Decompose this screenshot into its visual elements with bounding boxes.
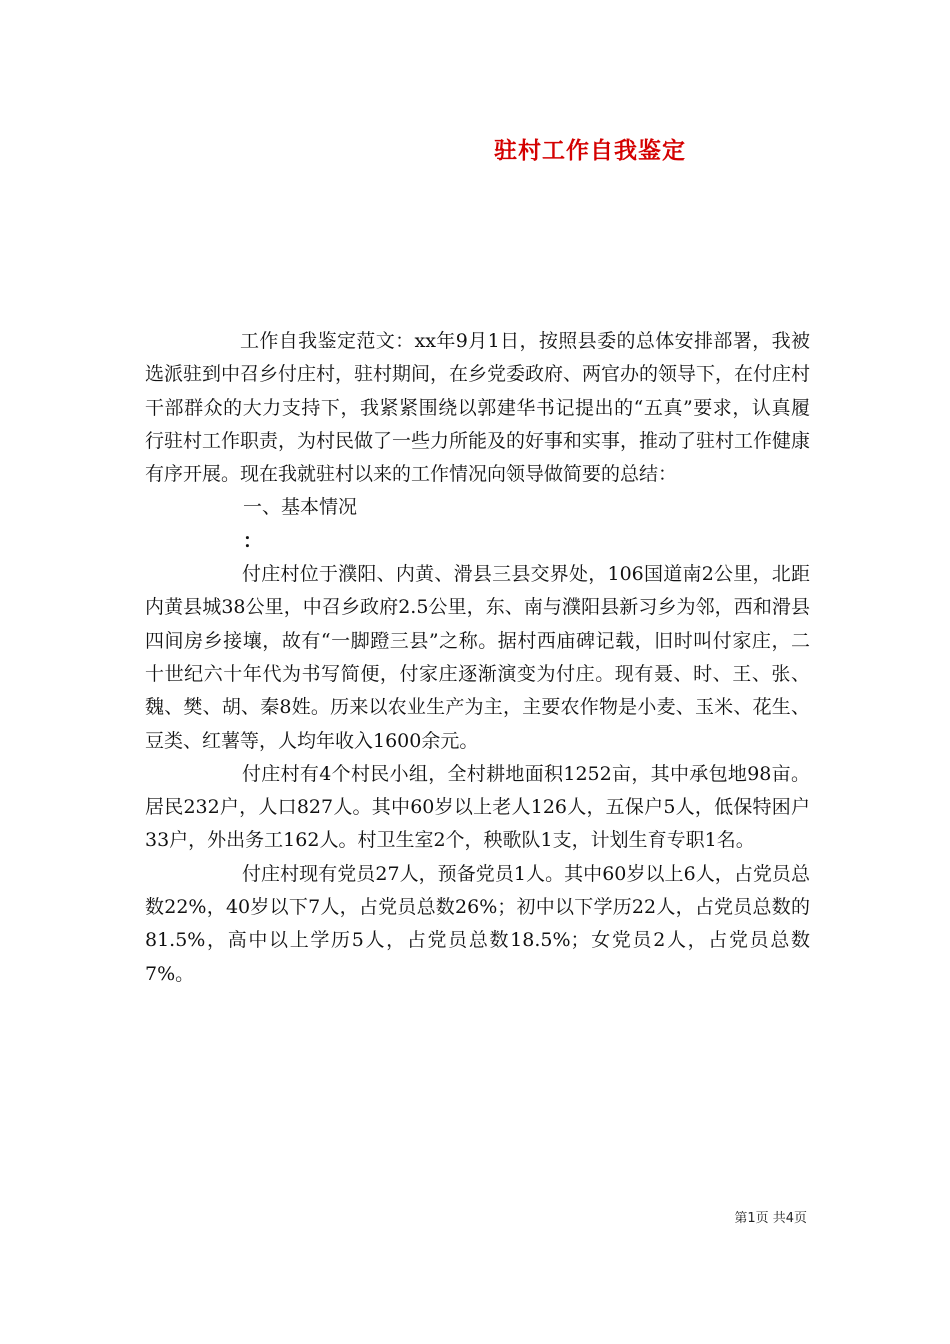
- paragraph-population: 付庄村有4个村民小组，全村耕地面积1252亩，其中承包地98亩。居民232户，人口827人。其中60岁以上老人126人，五保户5人，低保特困户33户，外出务工162人。村卫生室2个，秧歌队1支，计划生育专职1名。: [145, 762, 810, 852]
- paragraph-party-members: 付庄村现有党员27人，预备党员1人。其中60岁以上6人，占党员总数22%，40岁以下7人，占党员总数26%；初中以下学历22人，占党员总数的81.5%，高中以上学历5人，占党员总数18.5%；女党员2人，占党员总数7%。: [145, 862, 810, 985]
- section-colon: ：: [243, 529, 263, 552]
- page-number: 第1页 共4页: [734, 1211, 807, 1226]
- paragraph-location: 付庄村位于濮阳、内黄、滑县三县交界处，106国道南2公里，北距内黄县城38公里，中召乡政府2.5公里，东、南与濮阳县新习乡为邻，西和滑县四间房乡接壤，故有“一脚蹬三县”之称。据村西庙碑记载，旧时叫付家庄，二十世纪六十年代为书写简便，付家庄逐渐演变为付庄。现有聂、时、王、张、魏、樊、胡、秦8姓。历来以农业生产为主，主要农作物是小麦、玉米、花生、豆类、红薯等，人均年收入1600余元。: [145, 563, 810, 752]
- document-body: [145, 325, 810, 991]
- section-heading: 一、基本情况: [243, 496, 358, 519]
- intro-paragraph: 工作自我鉴定范文：xx年9月1日，按照县委的总体安排部署，我被选派驻到中召乡付庄村，驻村期间，在乡党委政府、两官办的领导下，在付庄村干部群众的大力支持下，我紧紧围绕以郭建华书记提出的“五真”要求，认真履行驻村工作职责，为村民做了一些力所能及的好事和实事，推动了驻村工作健康有序开展。现在我就驻村以来的工作情况向领导做简要的总结：: [145, 330, 811, 486]
- document-title: 驻村工作自我鉴定: [494, 137, 686, 164]
